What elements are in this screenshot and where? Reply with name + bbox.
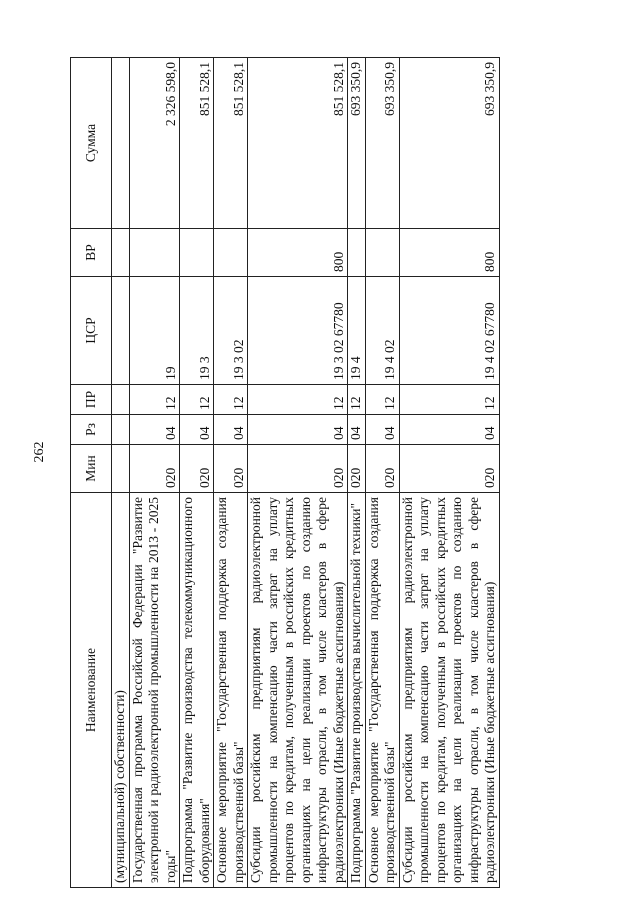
cell-csr: 19 3 02 [214,277,248,385]
cell-sum: 851 528,1 [248,58,348,229]
cell-vr [365,229,399,277]
cell-pr: 12 [214,385,248,415]
header-csr: ЦСР [71,277,112,385]
table-body [112,58,500,888]
cell-pr: 12 [399,385,499,415]
cell-vr [112,229,130,277]
cell-vr [214,229,248,277]
cell-name: Подпрограмма "Развитие производства телекоммуникационного оборудования" [180,493,214,888]
budget-table [70,57,500,888]
cell-min: 020 [348,445,366,493]
cell-rz: 04 [348,415,366,445]
table-header [71,58,112,888]
cell-csr: 19 4 02 67780 [399,277,499,385]
cell-pr: 12 [365,385,399,415]
table-row [365,58,399,888]
cell-pr: 12 [129,385,180,415]
cell-min: 020 [129,445,180,493]
cell-vr [348,229,366,277]
cell-rz: 04 [180,415,214,445]
header-row [71,58,112,888]
cell-name: Государственная программа Российской Федерации "Развитие электронной и радиоэлектронной промышленности на 2013 - 2025 годы" [129,493,180,888]
cell-csr [112,277,130,385]
cell-sum: 693 350,9 [399,58,499,229]
cell-sum: 693 350,9 [348,58,366,229]
cell-name: Субсидии российским предприятиям радиоэлектронной промышленности на компенсацию части затрат на уплату процентов по кредитам, полученным в российских кредитных организациях на цели реализации проектов по созданию инфраструктуры отрасли, в том числе кластеров в сфере радиоэлектроники (Иные бюджетные ассигнования) [248,493,348,888]
cell-min: 020 [214,445,248,493]
cell-rz: 04 [214,415,248,445]
cell-csr: 19 4 02 [365,277,399,385]
cell-name: Подпрограмма "Развитие производства вычислительной техники" [348,493,366,888]
cell-sum: 693 350,9 [365,58,399,229]
cell-csr: 19 3 [180,277,214,385]
cell-rz: 04 [248,415,348,445]
cell-rz [112,415,130,445]
cell-rz: 04 [399,415,499,445]
header-vr: ВР [71,229,112,277]
cell-vr [129,229,180,277]
header-pr: ПР [71,385,112,415]
cell-sum: 2 326 598,0 [129,58,180,229]
table-row [112,58,130,888]
cell-pr [112,385,130,415]
cell-csr: 19 [129,277,180,385]
table-row [214,58,248,888]
cell-min: 020 [248,445,348,493]
cell-sum: 851 528,1 [214,58,248,229]
cell-min [112,445,130,493]
table-row [248,58,348,888]
table-row [399,58,499,888]
cell-name: Субсидии российским предприятиям радиоэлектронной промышленности на компенсацию части затрат на уплату процентов по кредитам, полученным в российских кредитных организациях на цели реализации проектов по созданию инфраструктуры отрасли, в том числе кластеров в сфере радиоэлектроники (Иные бюджетные ассигнования) [399,493,499,888]
header-sum: Сумма [71,58,112,229]
table-row [180,58,214,888]
cell-min: 020 [180,445,214,493]
cell-csr: 19 4 [348,277,366,385]
cell-min: 020 [365,445,399,493]
rotated-content [70,58,640,888]
cell-vr: 800 [399,229,499,277]
cell-vr [180,229,214,277]
cell-rz: 04 [365,415,399,445]
cell-pr: 12 [180,385,214,415]
cell-sum [112,58,130,229]
cell-name: Основное мероприятие "Государственная поддержка создания производственной базы" [365,493,399,888]
cell-pr: 12 [348,385,366,415]
cell-name: (муниципальной) собственности) [112,493,130,888]
cell-vr: 800 [248,229,348,277]
cell-name: Основное мероприятие "Государственная поддержка создания производственной базы" [214,493,248,888]
header-rz: Рз [71,415,112,445]
budget-table-page [70,58,640,888]
cell-rz: 04 [129,415,180,445]
page-number: 262 [32,441,47,463]
header-name: Наименование [71,493,112,888]
table-row [129,58,180,888]
cell-pr: 12 [248,385,348,415]
cell-csr: 19 3 02 67780 [248,277,348,385]
cell-sum: 851 528,1 [180,58,214,229]
table-row [348,58,366,888]
header-min: Мин [71,445,112,493]
cell-min: 020 [399,445,499,493]
